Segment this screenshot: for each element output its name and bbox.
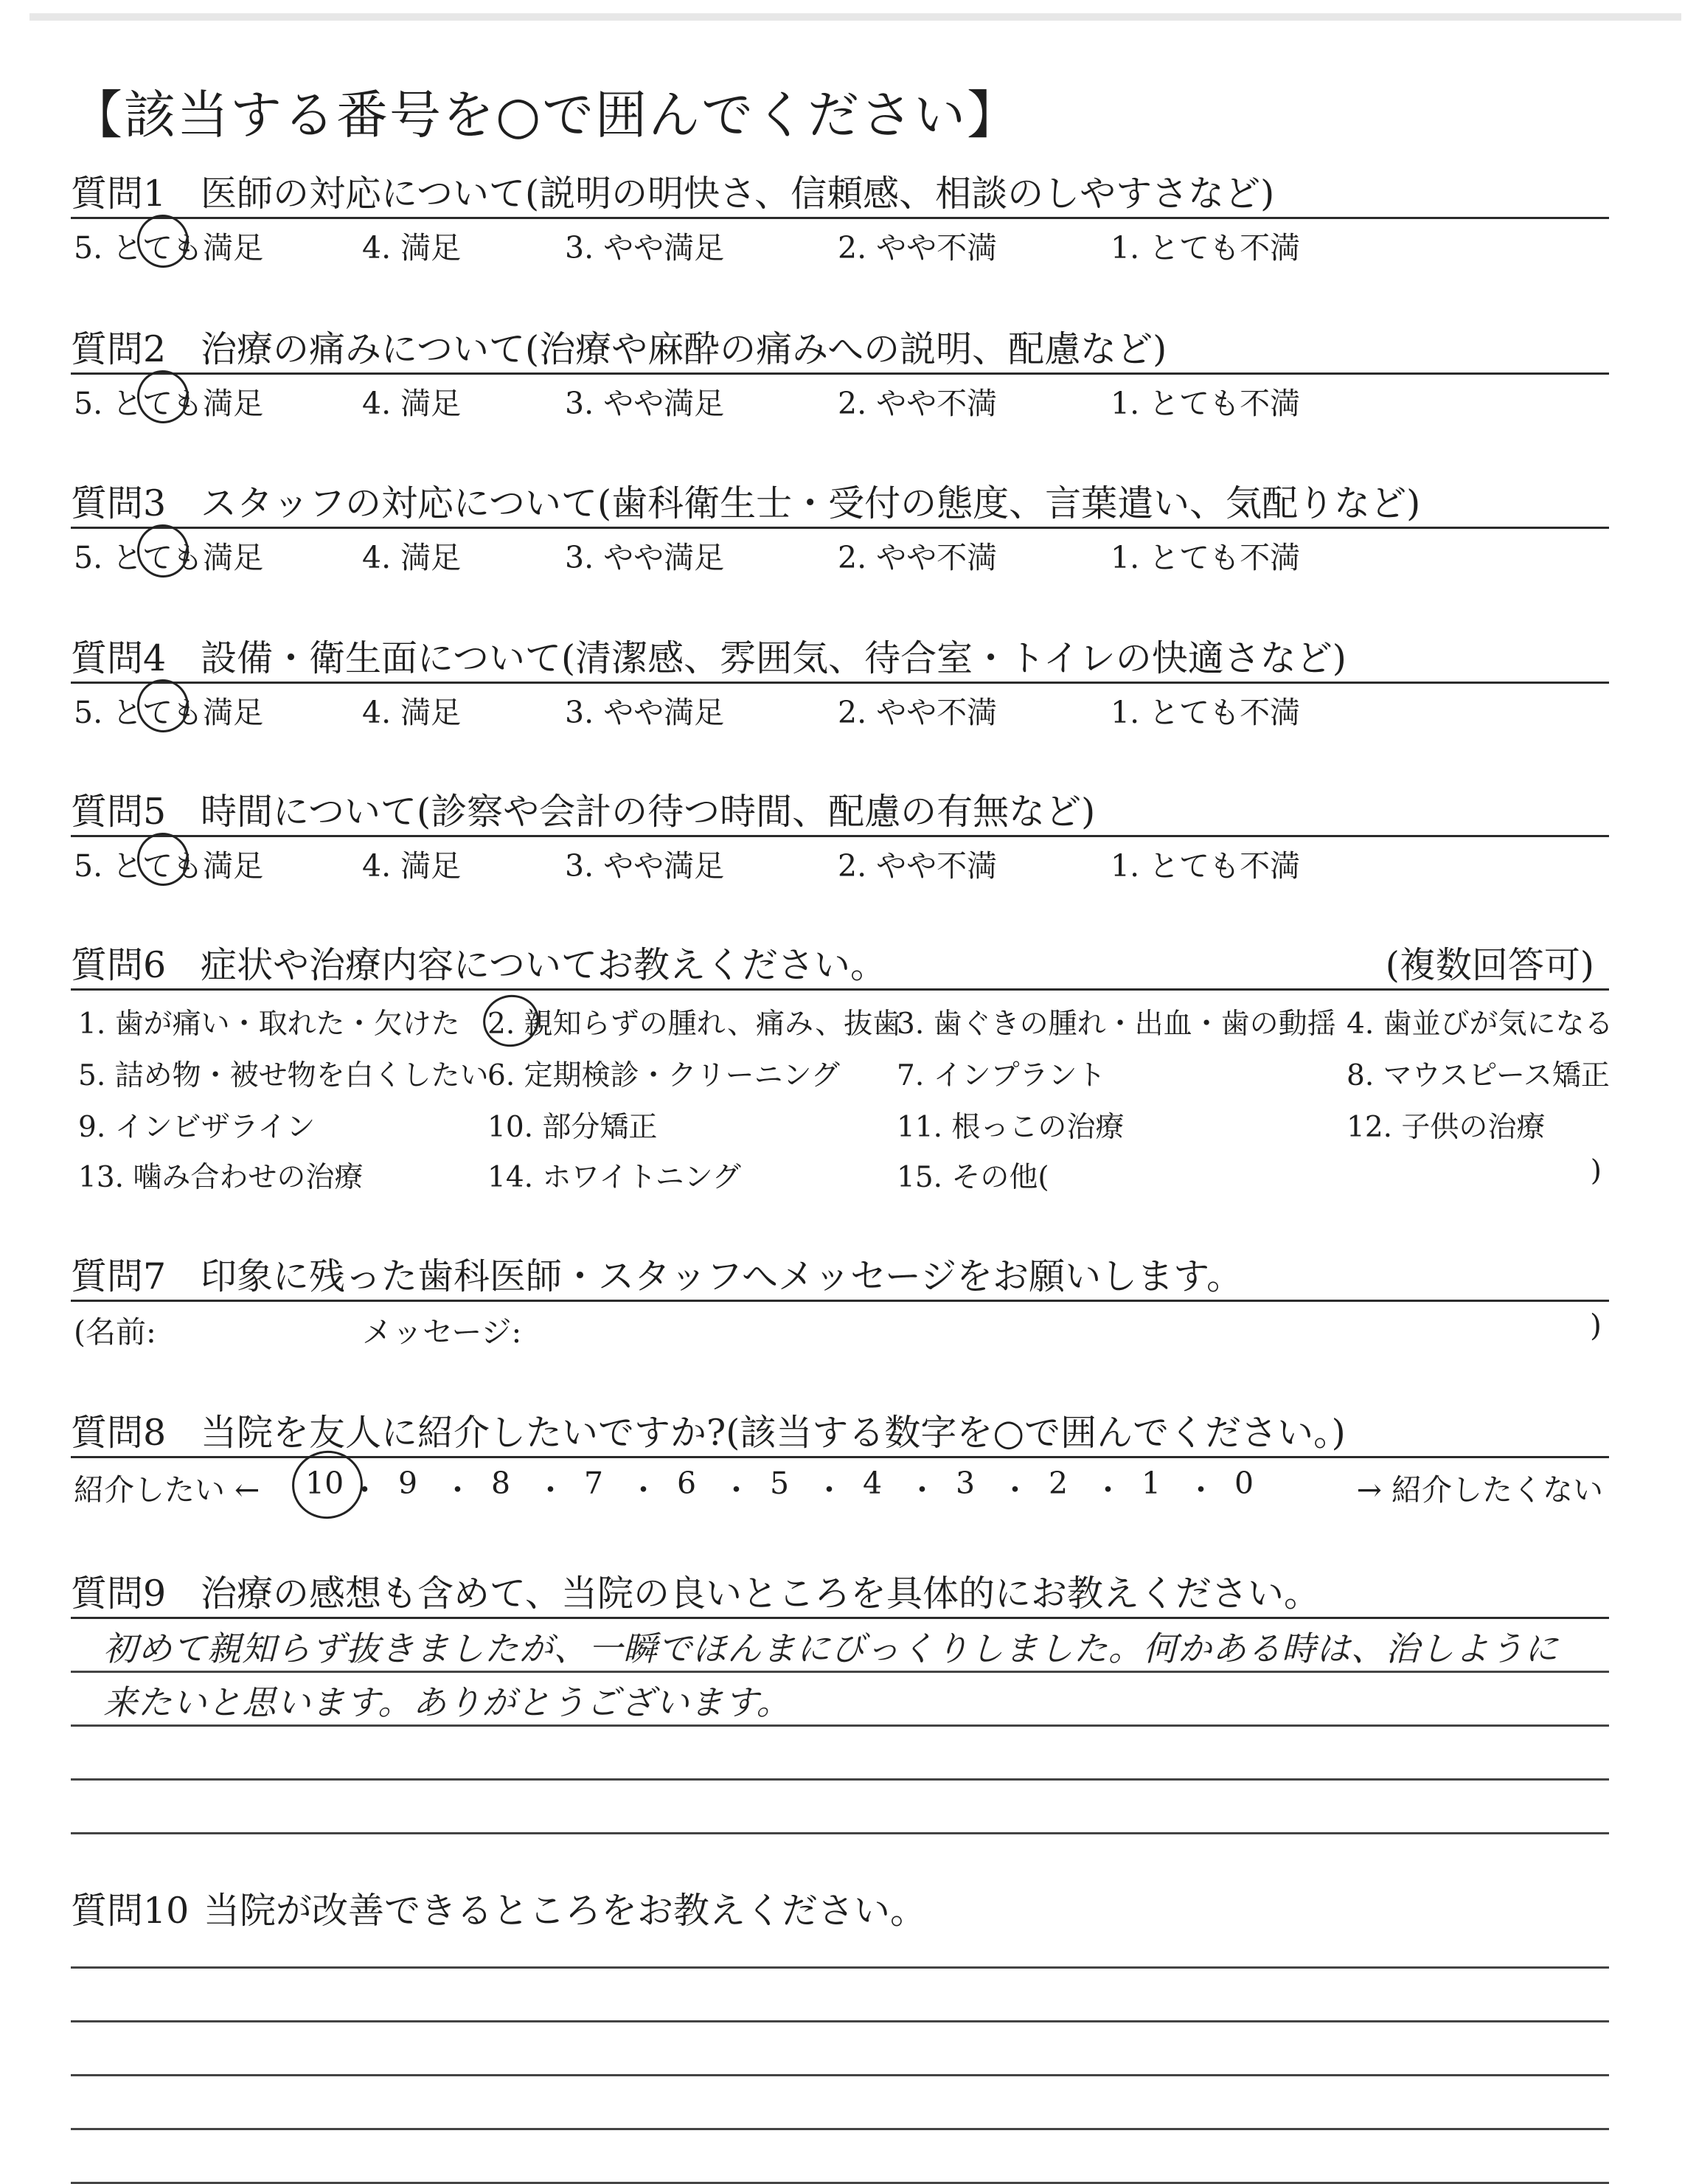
question-5	[71, 789, 1609, 883]
rating-option[interactable]: 3. やや満足	[565, 695, 725, 730]
scale-separator: ・	[1093, 1472, 1123, 1508]
scale-value[interactable]: 9	[398, 1466, 418, 1501]
rating-option[interactable]: 4. 満足	[362, 540, 462, 575]
symptom-option[interactable]: 4. 歯並びが気になる	[1347, 1008, 1613, 1041]
rating-option[interactable]: 5. とても満足	[74, 386, 264, 421]
question-text: 治療の痛みについて(治療や麻酔の痛みへの説明、配慮など)	[201, 328, 1167, 370]
symptom-option[interactable]: 3. 歯ぐきの腫れ・出血・歯の動揺	[897, 1008, 1336, 1041]
answer-area[interactable]	[71, 1934, 1609, 2184]
question-text: 症状や治療内容についてお教えください。	[201, 944, 887, 986]
scale-right-label: → 紹介したくない	[1356, 1472, 1603, 1508]
question-3	[71, 481, 1609, 575]
scale-separator: ・	[1186, 1472, 1216, 1508]
scale-separator: ・	[535, 1472, 566, 1508]
symptom-option[interactable]: 9. インビザライン	[78, 1111, 316, 1144]
message-row[interactable]	[71, 1302, 1609, 1351]
rating-option[interactable]: 2. やや不満	[838, 695, 998, 730]
question-2	[71, 327, 1609, 420]
paren-close: )	[1590, 1154, 1602, 1188]
scale-value[interactable]: 3	[956, 1466, 976, 1501]
symptom-option[interactable]: 7. インプラント	[897, 1059, 1106, 1092]
scale-separator: ・	[1000, 1472, 1030, 1508]
rating-option[interactable]: 3. やや満足	[565, 386, 725, 421]
question-text: 当院を友人に紹介したいですか?(該当する数字を○で囲んでください。)	[201, 1412, 1346, 1454]
question-7	[71, 1254, 1609, 1351]
scan-top-edge	[29, 13, 1681, 21]
symptom-option[interactable]: 1. 歯が痛い・取れた・欠けた	[78, 1008, 460, 1041]
rating-option[interactable]: 1. とても不満	[1111, 230, 1301, 266]
question-number: 質問7	[71, 1255, 167, 1297]
question-number: 質問1	[71, 173, 167, 215]
scale-value[interactable]: 4	[863, 1466, 883, 1501]
symptom-option[interactable]: 14. ホワイトニング	[487, 1161, 741, 1194]
rating-option[interactable]: 1. とても不満	[1111, 386, 1301, 421]
scale-separator: ・	[442, 1472, 473, 1508]
rating-option[interactable]: 5. とても満足	[74, 848, 264, 884]
rating-option[interactable]: 4. 満足	[362, 695, 462, 730]
scale-value[interactable]: 5	[770, 1466, 790, 1501]
question-number: 質問6	[71, 944, 167, 986]
rating-option[interactable]: 4. 満足	[362, 386, 462, 421]
question-number: 質問5	[71, 791, 167, 833]
recommend-scale	[71, 1458, 1609, 1517]
question-text: 治療の感想も含めて、当院の良いところを具体的にお教えください。	[201, 1573, 1321, 1615]
rating-options	[71, 837, 1609, 883]
rating-option[interactable]: 5. とても満足	[74, 540, 264, 575]
question-number: 質問10	[71, 1890, 190, 1932]
rating-option[interactable]: 5. とても満足	[74, 695, 264, 730]
question-text: 時間について(診察や会計の待つ時間、配慮の有無など)	[201, 791, 1096, 833]
answer-area[interactable]	[71, 1619, 1609, 1834]
scale-separator: ・	[907, 1472, 937, 1508]
hand-drawn-circle-mark	[479, 990, 544, 1052]
scale-value[interactable]: 10	[305, 1466, 344, 1501]
symptom-option[interactable]: 12. 子供の治療	[1347, 1111, 1546, 1144]
rating-option[interactable]: 2. やや不満	[838, 230, 998, 266]
rating-option[interactable]: 2. やや不満	[838, 540, 998, 575]
symptom-options	[71, 991, 1613, 1204]
scale-value[interactable]: 7	[584, 1466, 604, 1501]
symptom-option[interactable]: 11. 根っこの治療	[897, 1111, 1125, 1144]
rating-option[interactable]: 3. やや満足	[565, 230, 725, 266]
scale-value[interactable]: 2	[1049, 1466, 1069, 1501]
rating-option[interactable]: 2. やや不満	[838, 386, 998, 421]
rating-option[interactable]: 4. 満足	[362, 230, 462, 266]
symptom-option[interactable]: 10. 部分矯正	[487, 1111, 658, 1144]
name-label: (名前:	[74, 1314, 156, 1350]
question-4	[71, 636, 1609, 729]
question-number: 質問9	[71, 1573, 167, 1615]
rating-option[interactable]: 4. 満足	[362, 848, 462, 884]
message-label: メッセージ:	[362, 1314, 522, 1350]
handwritten-answer-line: 初めて親知らず抜きましたが、一瞬でほんまにびっくりしました。何かある時は、治しように	[103, 1629, 1559, 1668]
question-text: 設備・衛生面について(清潔感、雰囲気、待合室・トイレの快適さなど)	[201, 637, 1347, 679]
rating-option[interactable]: 1. とても不満	[1111, 695, 1301, 730]
scale-left-label: 紹介したい ←	[74, 1472, 260, 1508]
rating-option[interactable]: 1. とても不満	[1111, 540, 1301, 575]
multiple-answer-note: (複数回答可)	[1385, 944, 1594, 986]
question-text: 当院が改善できるところをお教えください。	[204, 1890, 927, 1932]
symptom-option[interactable]: 2. 親知らずの腫れ、痛み、抜歯	[487, 1008, 902, 1041]
scale-value[interactable]: 0	[1234, 1466, 1254, 1501]
question-text: スタッフの対応について(歯科衛生士・受付の態度、言葉遣い、気配りなど)	[201, 482, 1421, 524]
question-text: 医師の対応について(説明の明快さ、信頼感、相談のしやすさなど)	[201, 173, 1275, 215]
handwritten-answer-line: 来たいと思います。ありがとうございます。	[103, 1682, 791, 1722]
symptom-option[interactable]: 5. 詰め物・被せ物を白くしたい	[78, 1059, 489, 1092]
rating-options	[71, 529, 1609, 575]
rating-option[interactable]: 3. やや満足	[565, 540, 725, 575]
question-8	[71, 1410, 1609, 1517]
scale-value[interactable]: 8	[491, 1466, 511, 1501]
symptom-option[interactable]: 15. その他(	[897, 1161, 1049, 1194]
question-number: 質問4	[71, 637, 167, 679]
question-6	[71, 943, 1613, 1204]
rating-options	[71, 684, 1609, 729]
paren-close: )	[1590, 1308, 1602, 1343]
scale-value[interactable]: 1	[1142, 1466, 1161, 1501]
rating-options	[71, 375, 1609, 420]
question-1	[71, 171, 1609, 265]
question-number: 質問8	[71, 1412, 167, 1454]
scale-value[interactable]: 6	[677, 1466, 697, 1501]
scale-separator: ・	[628, 1472, 659, 1508]
scale-separator: ・	[350, 1472, 380, 1508]
rating-option[interactable]: 5. とても満足	[74, 230, 264, 266]
symptom-option[interactable]: 6. 定期検診・クリーニング	[487, 1059, 840, 1092]
rating-option[interactable]: 2. やや不満	[838, 848, 998, 884]
rating-option[interactable]: 1. とても不満	[1111, 848, 1301, 884]
form-header: 【該当する番号を○で囲んでください】	[71, 85, 1021, 145]
rating-option[interactable]: 3. やや満足	[565, 848, 725, 884]
question-9	[71, 1571, 1609, 1834]
symptom-option[interactable]: 13. 噛み合わせの治療	[78, 1161, 364, 1194]
scale-separator: ・	[721, 1472, 751, 1508]
question-number: 質問2	[71, 328, 167, 370]
scale-separator: ・	[814, 1472, 844, 1508]
symptom-option[interactable]: 8. マウスピース矯正	[1347, 1059, 1610, 1092]
question-text: 印象に残った歯科医師・スタッフへメッセージをお願いします。	[201, 1255, 1243, 1297]
question-10	[71, 1888, 1609, 2184]
question-number: 質問3	[71, 482, 167, 524]
rating-options	[71, 219, 1609, 265]
